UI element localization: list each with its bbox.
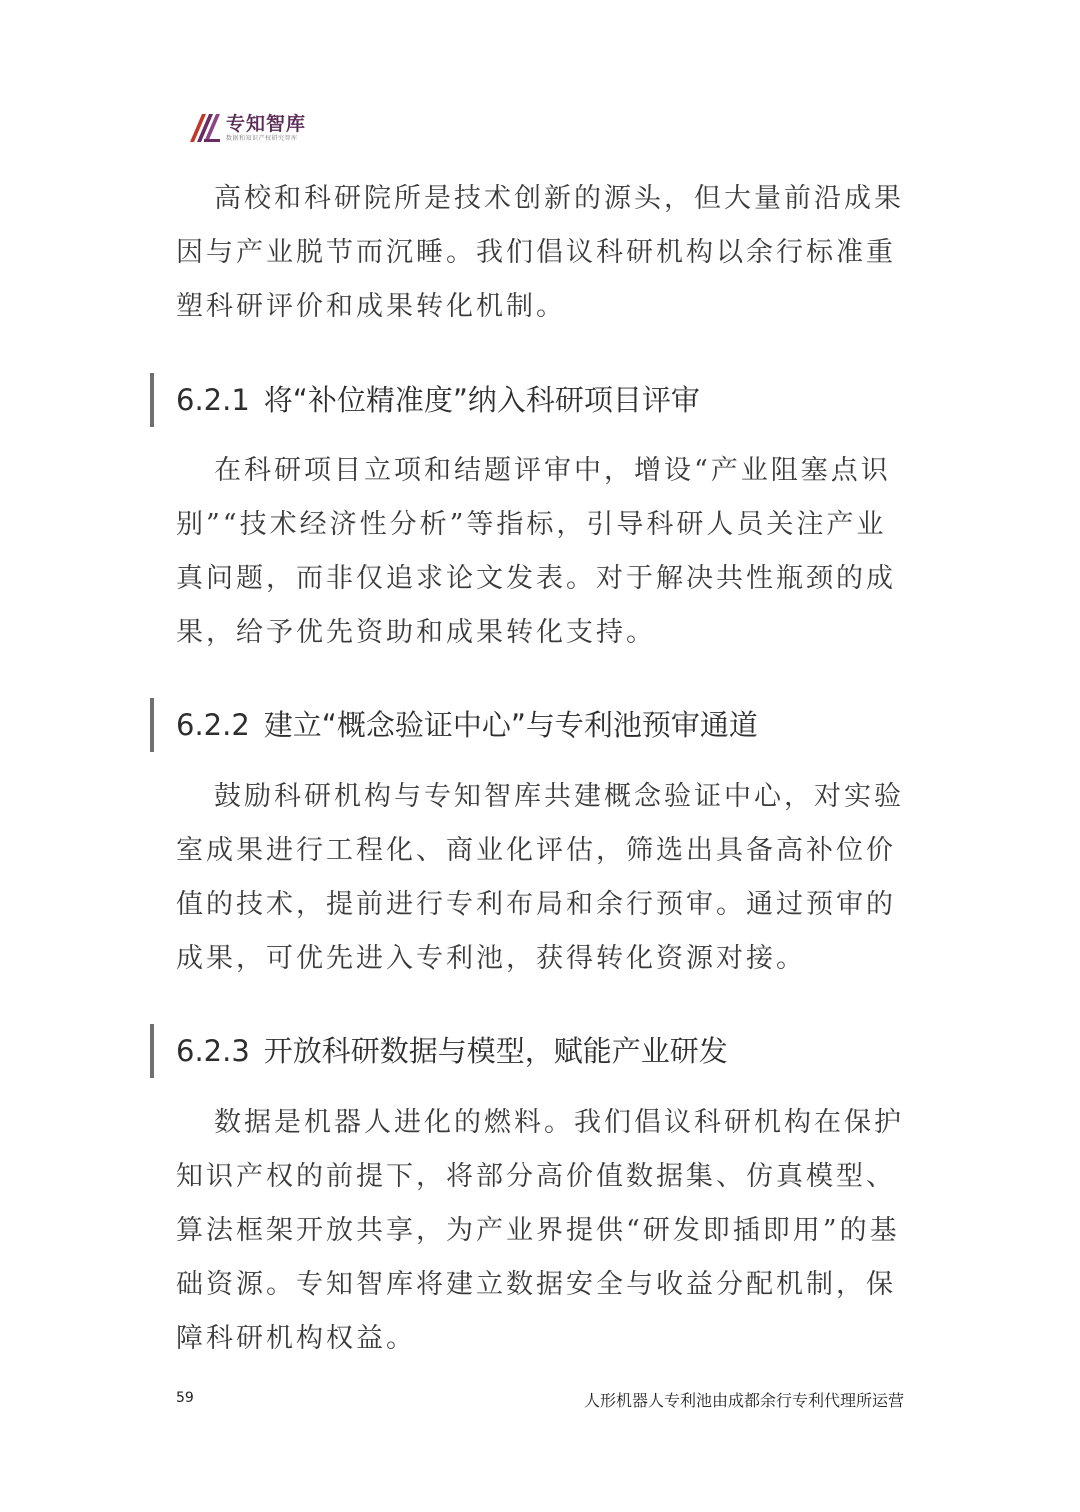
section-title: 建立“概念验证中心”与专利池预审通道 <box>263 708 758 742</box>
logo <box>188 112 306 144</box>
section-heading-3 <box>150 1024 728 1078</box>
section-body-text: 鼓励科研机构与专知智库共建概念验证中心，对实验室成果进行工程化、商业化评估，筛选出具备高补位价值的技术，提前进行专利布局和余行预审。通过预审的成果，可优先进入专利池，获得转化资源对接。 <box>176 781 904 974</box>
logo-title: 专知智库 <box>226 112 307 135</box>
section-heading-2 <box>150 698 758 752</box>
section-body-text: 数据是机器人进化的燃料。我们倡议科研机构在保护知识产权的前提下，将部分高价值数据集、仿真模型、算法框架开放共享，为产业界提供“研发即插即用”的基础资源。专知智库将建立数据安全与收益分配机制，保障科研机构权益。 <box>176 1107 904 1354</box>
section-number: 6.2.2 <box>176 708 250 742</box>
section-title: 开放科研数据与模型，赋能产业研发 <box>263 1034 728 1068</box>
section-body-text: 在科研项目立项和结题评审中，增设“产业阻塞点识别”“技术经济性分析”等指标，引导科研人员关注产业真问题，而非仅追求论文发表。对于解决共性瓶颈的成果，给予优先资助和成果转化支持。 <box>176 455 896 648</box>
intro-text: 高校和科研院所是技术创新的源头，但大量前沿成果因与产业脱节而沉睡。我们倡议科研机构以余行标准重塑科研评价和成果转化机制。 <box>176 183 904 322</box>
section-heading-1 <box>150 373 700 427</box>
section-body-2 <box>176 770 916 986</box>
intro-paragraph <box>176 172 916 334</box>
section-body-3 <box>176 1096 916 1366</box>
logo-mark-icon <box>188 112 222 144</box>
logo-subtitle: 数据和知识产权研究智库 <box>226 134 298 142</box>
section-number: 6.2.1 <box>176 383 250 417</box>
page-number: 59 <box>176 1390 194 1406</box>
footer-title: 人形机器人专利池由成都余行专利代理所运营 <box>583 1391 904 1410</box>
section-number: 6.2.3 <box>176 1034 250 1068</box>
section-body-1 <box>176 444 916 660</box>
section-title: 将“补位精准度”纳入科研项目评审 <box>263 383 700 417</box>
